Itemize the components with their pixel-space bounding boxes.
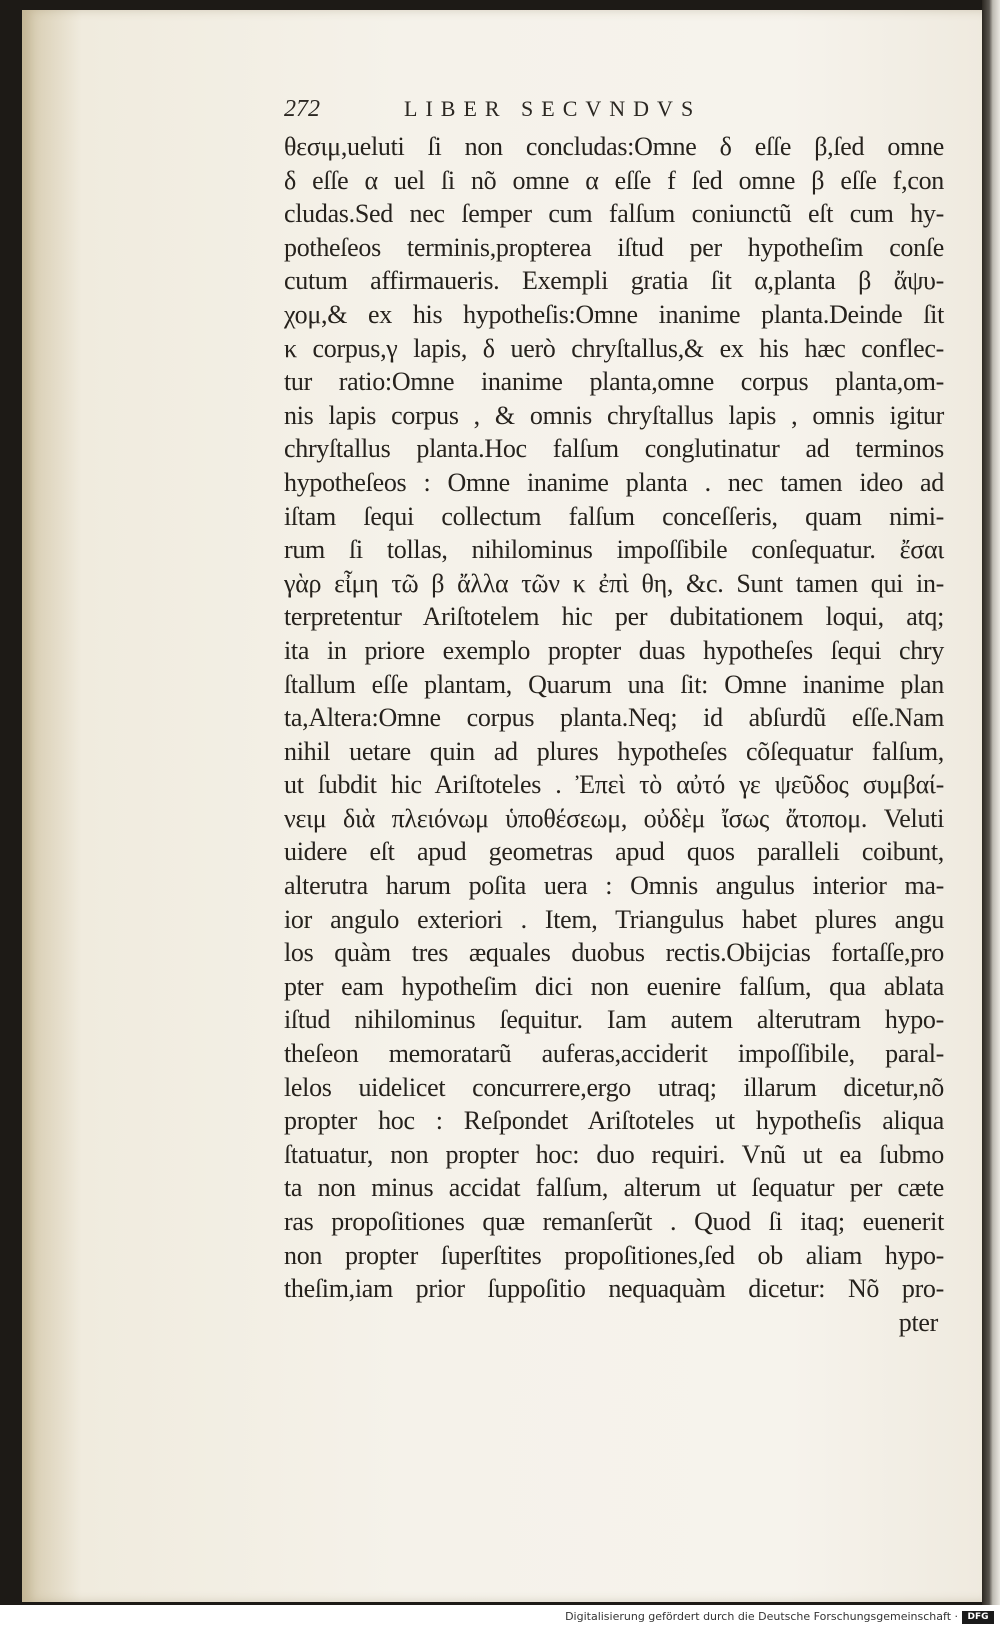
running-title: LIBER SECVNDVS: [404, 96, 702, 121]
text-line: propter hoc : Reſpondet Ariſtoteles ut hypotheſis aliqua: [284, 1106, 944, 1136]
funding-credit: Digitalisierung gefördert durch die Deutsche Forschungsgemeinschaft ·: [565, 1610, 958, 1623]
gutter-shadow: [22, 10, 82, 1602]
text-line: cludas.Sed nec ſemper cum falſum coniunctũ eſt cum hy-: [284, 199, 944, 229]
text-line: uidere eſt apud geometras apud quos paralleli coibunt,: [284, 837, 944, 867]
scan-edge: [982, 0, 1000, 1605]
text-line: δ eſſe α uel ſi nõ omne α eſſe f ſed omne β eſſe f,con: [284, 165, 944, 195]
text-line: non propter ſuperſtites propoſitiones,ſed ob aliam hypo-: [284, 1240, 944, 1270]
text-line: iſtam ſequi collectum falſum conceſſeris, quam nimi-: [284, 501, 944, 531]
text-line: ita in priore exemplo propter duas hypotheſes ſequi chry: [284, 635, 944, 665]
catchword: pter: [898, 1307, 938, 1337]
page-number: 272: [284, 96, 320, 122]
running-head: [284, 96, 844, 126]
text-line: ut ſubdit hic Ariſtoteles . Ἐπεὶ τὸ αὐτό γε ψεῦδος συμβαί-: [284, 770, 944, 800]
text-line: rum ſi tollas, nihilominus impoſſibile conſequatur. ἔσαι: [284, 535, 944, 565]
text-line: ta non minus accidat falſum, alterum ut ſequatur per cæte: [284, 1173, 944, 1203]
text-line: pter eam hypotheſim dici non euenire falſum, qua ablata: [284, 971, 944, 1001]
text-line: χομ,& ex his hypotheſis:Omne inanime planta.Deinde ſit: [284, 299, 944, 329]
text-line: chryſtallus planta.Hoc falſum conglutinatur ad terminos: [284, 434, 944, 464]
text-line: potheſeos terminis,propterea iſtud per hypotheſim conſe: [284, 232, 944, 262]
text-line: alterutra harum poſita uera : Omnis angulus interior ma-: [284, 871, 944, 901]
text-line: θεσιμ,ueluti ſi non concludas:Omne δ eſſe β,ſed omne: [284, 132, 944, 161]
text-line: nihil uetare quin ad plures hypotheſes cõſequatur falſum,: [284, 736, 944, 766]
text-line: terpretentur Ariſtotelem hic per dubitationem loqui, atq;: [284, 602, 944, 632]
text-line: iſtud nihilominus ſequitur. Iam autem alterutram hypo-: [284, 1005, 944, 1035]
text-line: ior angulo exteriori . Item, Triangulus habet plures angu: [284, 904, 944, 934]
text-line: los quàm tres æquales duobus rectis.Obijcias fortaſſe,pro: [284, 938, 944, 968]
text-line: ta,Altera:Omne corpus planta.Neq; id abſurdũ eſſe.Nam: [284, 703, 944, 733]
text-line: lelos uidelicet concurrere,ergo utraq; illarum dicetur,nõ: [284, 1072, 944, 1102]
text-line: κ corpus,γ lapis, δ uerò chryſtallus,& ex his hæc conflec-: [284, 333, 944, 363]
text-line: γὰρ εἶμη τῶ β ἄλλα τῶν κ ἐπὶ θη, &c. Sunt tamen qui in-: [284, 568, 944, 598]
text-line: ſtatuatur, non propter hoc: duo requiri. Vnũ ut ea ſubmo: [284, 1139, 944, 1169]
text-line: νειμ διὰ πλειόνωμ ὑποθέσεωμ, οὐδὲμ ἴσως ἄτοπομ. Veluti: [284, 803, 944, 833]
text-line: cutum affirmaueris. Exempli gratia ſit α,planta β ἄψυ-: [284, 266, 944, 296]
text-line: theſeon memoratarũ auferas,acciderit impoſſibile, paral-: [284, 1039, 944, 1069]
dfg-logo-icon: DFG: [962, 1611, 994, 1624]
text-line: tur ratio:Omne inanime planta,omne corpus planta,om-: [284, 367, 944, 397]
text-line: nis lapis corpus , & omnis chryſtallus lapis , omnis igitur: [284, 400, 944, 430]
body-text: [284, 130, 944, 1339]
text-line: hypotheſeos : Omne inanime planta . nec tamen ideo ad: [284, 467, 944, 497]
text-line: ſtallum eſſe plantam, Quarum una ſit: Omne inanime plan: [284, 669, 944, 699]
text-line: theſim,iam prior ſuppoſitio nequaquàm dicetur: Nõ pro-: [284, 1274, 944, 1304]
text-line: ras propoſitiones quæ remanſerũt . Quod ſi itaq; euenerit: [284, 1207, 944, 1236]
footer-bar: [0, 1605, 1000, 1629]
